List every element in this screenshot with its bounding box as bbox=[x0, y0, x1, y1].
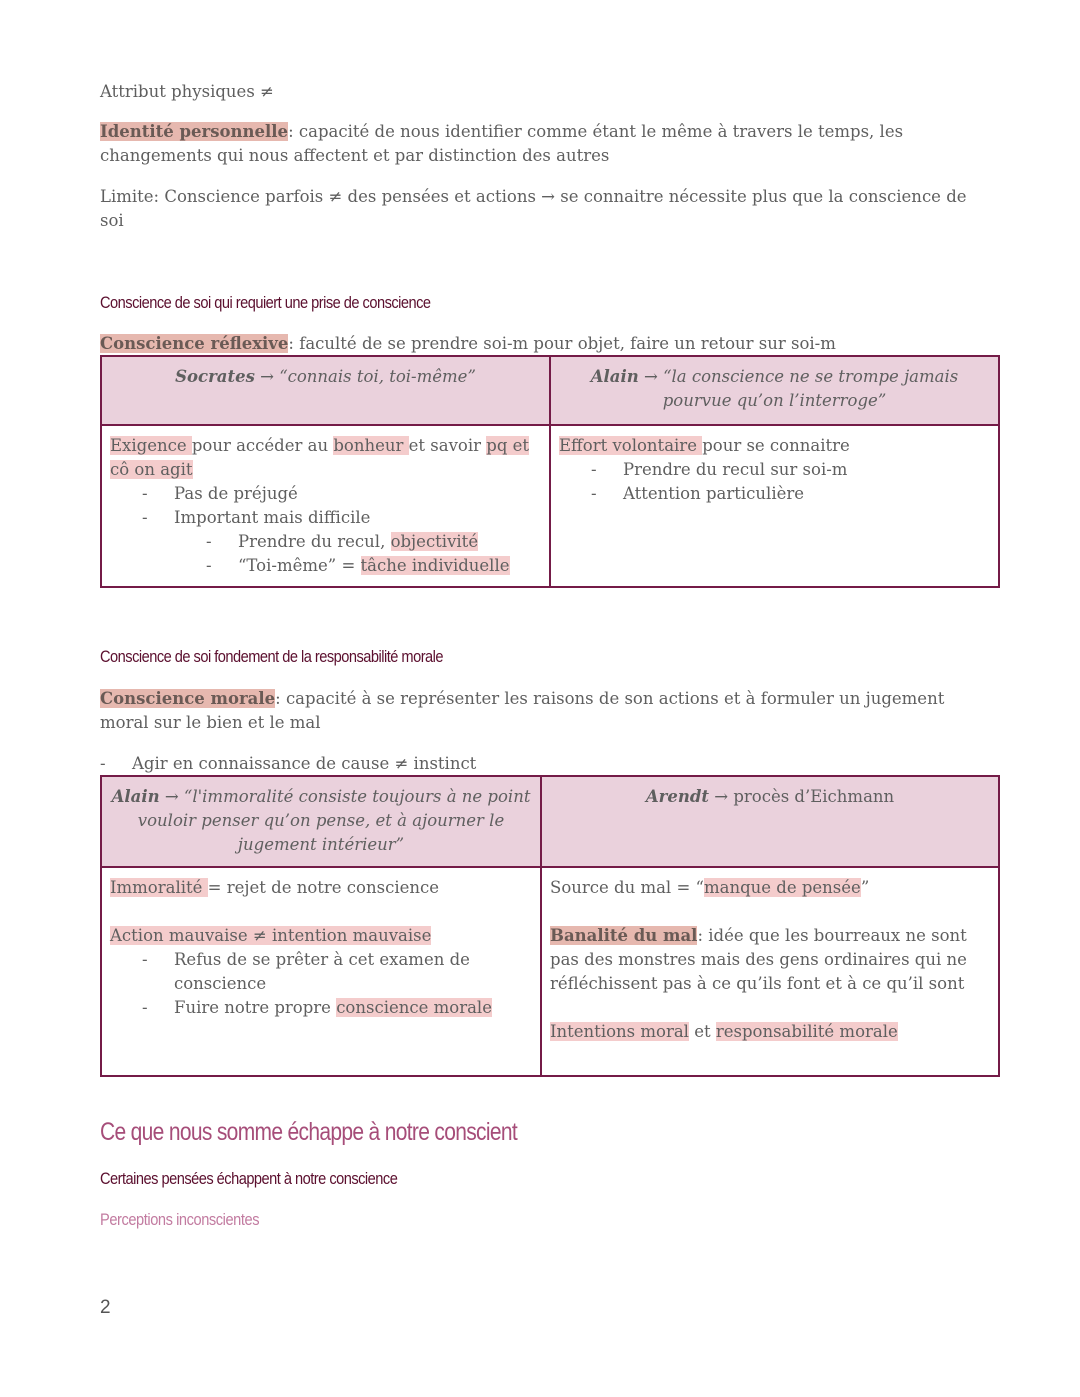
text-segment: Prendre du recul, bbox=[238, 532, 391, 551]
section-title: Ce que nous somme échappe à notre conscient bbox=[100, 1118, 518, 1146]
text-segment: : capacité à se représenter les raisons de son actions et à formuler un jugement moral sur le bien et le mal bbox=[100, 689, 945, 732]
table2-right-p2 bbox=[550, 924, 990, 996]
highlighted-text: Action mauvaise ≠ intention mauvaise bbox=[110, 926, 432, 945]
text-segment: : idée que les bourreaux ne sont pas des monstres mais des gens ordinaires qui ne réfléchissent pas à ce qu’ils font et à ce qu’il sont bbox=[550, 926, 967, 993]
table1-left-intro bbox=[110, 434, 541, 482]
text-segment: Socrates bbox=[175, 367, 255, 386]
table1-cell-left bbox=[101, 425, 550, 587]
list-item bbox=[110, 506, 541, 530]
paragraph-identite-personnelle bbox=[100, 120, 980, 168]
text-segment: : faculté de se prendre soi-m pour objet, faire un retour sur soi-m bbox=[288, 334, 836, 353]
table2-left-p2 bbox=[110, 924, 532, 948]
text-segment: procès d’Eichmann bbox=[733, 787, 895, 806]
text-segment: → “la conscience ne se trompe jamais pourvue qu’on l’interroge” bbox=[638, 367, 959, 410]
page-number: 2 bbox=[100, 1297, 111, 1318]
text-segment: Limite: Conscience parfois ≠ des pensées et actions → se connaitre nécessite plus que la conscience de soi bbox=[100, 187, 967, 230]
text-segment: Attention particulière bbox=[623, 484, 805, 503]
highlighted-text: Exigence bbox=[110, 436, 192, 455]
highlighted-text: Immoralité bbox=[110, 878, 208, 897]
table-socrates-alain bbox=[100, 355, 1000, 588]
heading-perceptions-inconscientes: Perceptions inconscientes bbox=[100, 1210, 260, 1229]
keyword-highlight: Identité personnelle bbox=[100, 122, 289, 141]
text-segment: = rejet de notre conscience bbox=[207, 878, 439, 897]
table1-head-left bbox=[101, 356, 550, 425]
list-item bbox=[110, 554, 541, 578]
text-segment: Alain bbox=[111, 787, 160, 806]
list-item bbox=[110, 996, 532, 1020]
highlighted-text: Effort volontaire bbox=[559, 436, 703, 455]
text-segment: et bbox=[688, 1022, 716, 1041]
highlighted-text: objectivité bbox=[390, 532, 479, 551]
highlighted-text: bonheur bbox=[333, 436, 409, 455]
text-segment: ” bbox=[860, 878, 870, 897]
highlighted-text: responsabilité morale bbox=[715, 1022, 898, 1041]
text-segment: Important mais difficile bbox=[174, 508, 371, 527]
text-segment: Source du mal = “ bbox=[550, 878, 704, 897]
table2-right-p3 bbox=[550, 1020, 990, 1044]
paragraph-limite bbox=[100, 185, 980, 233]
text-segment: Prendre du recul sur soi-m bbox=[623, 460, 848, 479]
list-item bbox=[559, 482, 990, 506]
paragraph-attribut bbox=[100, 80, 980, 104]
keyword-highlight: Conscience morale bbox=[100, 689, 276, 708]
text-segment: Alain bbox=[590, 367, 639, 386]
table2-head-left bbox=[101, 776, 541, 867]
text-segment: pour se connaitre bbox=[702, 436, 850, 455]
text-segment: → “l'immoralité consiste toujours à ne point vouloir penser qu’on pense, et à ajourner le jugement intérieur” bbox=[137, 787, 531, 854]
highlighted-text: Intentions moral bbox=[550, 1022, 689, 1041]
highlighted-text: tâche individuelle bbox=[360, 556, 510, 575]
table-alain-arendt bbox=[100, 775, 1000, 1077]
list-item bbox=[559, 458, 990, 482]
text-segment: → bbox=[709, 787, 734, 806]
table1-left-list bbox=[110, 482, 541, 578]
text-segment: Arendt bbox=[645, 787, 709, 806]
table2-left-p1 bbox=[110, 876, 532, 900]
text-segment: : capacité de nous identifier comme étant le même à travers le temps, les changements qui nous affectent et par distinction des autres bbox=[100, 122, 904, 165]
table1-cell-right bbox=[550, 425, 999, 587]
text-segment: et savoir bbox=[408, 436, 487, 455]
text-segment: → “connais toi, toi-même” bbox=[254, 367, 476, 386]
list-item bbox=[110, 482, 541, 506]
table2-left-list bbox=[110, 948, 532, 1020]
text-segment: Refus de se prêter à cet examen de conscience bbox=[174, 950, 470, 993]
table1-head-right bbox=[550, 356, 999, 425]
table1-right-list bbox=[559, 458, 990, 506]
paragraph-conscience-reflexive bbox=[100, 332, 1000, 356]
table2-head-right bbox=[541, 776, 999, 867]
paragraph-conscience-morale bbox=[100, 687, 980, 735]
table2-right-p1 bbox=[550, 876, 990, 900]
keyword-highlight: Banalité du mal bbox=[550, 926, 698, 945]
text-segment: Attribut physiques ≠ bbox=[100, 82, 274, 101]
text-segment: Fuire notre propre bbox=[174, 998, 337, 1017]
text-segment: Pas de préjugé bbox=[174, 484, 298, 503]
table2-cell-right bbox=[541, 867, 999, 1076]
heading-prise-de-conscience: Conscience de soi qui requiert une prise de conscience bbox=[100, 293, 431, 312]
text-segment: “Toi-même” = bbox=[238, 556, 361, 575]
highlighted-text: manque de pensée bbox=[703, 878, 861, 897]
table1-right-intro bbox=[559, 434, 990, 458]
list-agir bbox=[68, 752, 948, 776]
highlighted-text: pq et cô on agit bbox=[110, 436, 530, 479]
table2-cell-left bbox=[101, 867, 541, 1076]
keyword-highlight: Conscience réflexive bbox=[100, 334, 289, 353]
heading-responsabilite-morale: Conscience de soi fondement de la responsabilité morale bbox=[100, 647, 444, 666]
list-item: - Agir en connaissance de cause ≠ instinct bbox=[68, 752, 948, 776]
heading-pensees-echappent: Certaines pensées échappent à notre conscience bbox=[100, 1169, 398, 1188]
highlighted-text: conscience morale bbox=[336, 998, 492, 1017]
list-item bbox=[110, 948, 532, 996]
list-item bbox=[110, 530, 541, 554]
text-segment: pour accéder au bbox=[191, 436, 334, 455]
